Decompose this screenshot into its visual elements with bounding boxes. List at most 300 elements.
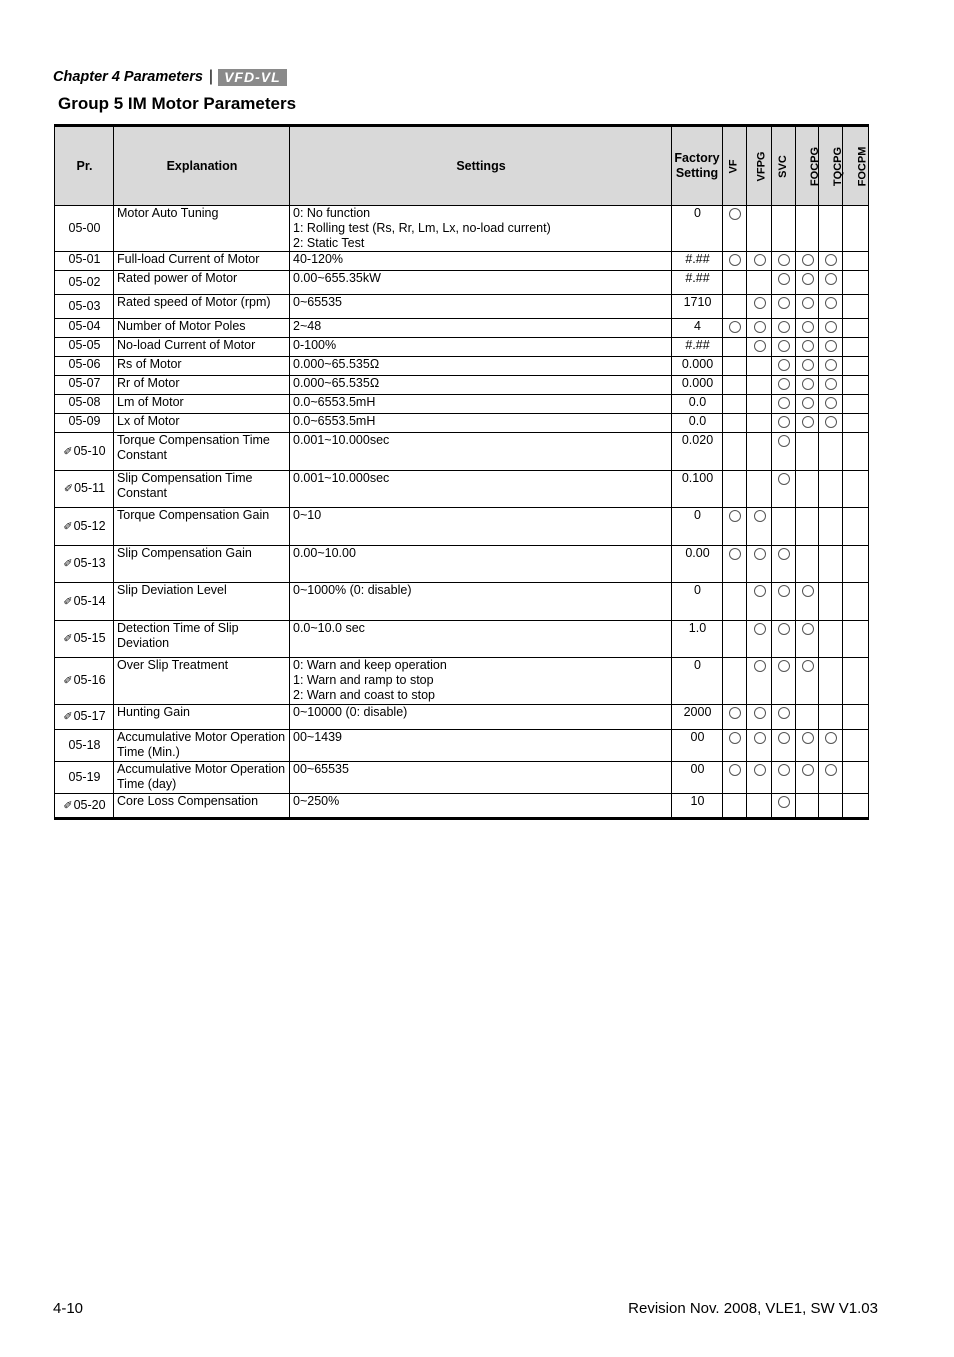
mode-cell-svc [772, 621, 796, 658]
vfd-vl-logo: VFD-VL [218, 69, 287, 86]
param-number: 05-20 [73, 797, 106, 812]
circle-icon [754, 340, 766, 352]
param-settings [290, 621, 672, 658]
mode-cell-vf [723, 376, 747, 395]
mode-cell-svc [772, 794, 796, 819]
circle-icon [825, 732, 837, 744]
circle-icon [778, 321, 790, 333]
mode-cell-vf [723, 271, 747, 295]
circle-icon [778, 732, 790, 744]
mode-cell-vf [723, 319, 747, 338]
param-settings [290, 471, 672, 508]
factory-setting: 0.000 [672, 357, 723, 376]
param-number: 05-13 [73, 556, 106, 570]
mode-cell-vf [723, 705, 747, 730]
circle-icon [729, 548, 741, 560]
mode-cell-focpg [796, 295, 819, 319]
setting-line: 0.00~655.35kW [293, 271, 381, 285]
pencil-icon: ✐ [63, 483, 74, 495]
param-number: 05-01 [68, 252, 101, 266]
pencil-icon: ✐ [63, 799, 73, 812]
mode-cell-vfpg [747, 414, 772, 433]
circle-icon [729, 510, 741, 522]
circle-icon [825, 321, 837, 333]
mode-cell-vf [723, 621, 747, 658]
mode-cell-focpm [843, 395, 869, 414]
circle-icon [778, 435, 790, 447]
param-settings [290, 338, 672, 357]
circle-icon [754, 585, 766, 597]
col-header-factory-setting [672, 126, 723, 206]
mode-cell-focpg [796, 319, 819, 338]
group-title: Group 5 IM Motor Parameters [58, 94, 297, 113]
table-row [55, 414, 869, 433]
circle-icon [825, 397, 837, 409]
setting-line: 1: Warn and ramp to stop [293, 673, 434, 687]
param-number-cell [55, 357, 114, 376]
param-number: 05-12 [73, 518, 106, 533]
circle-icon [778, 416, 790, 428]
mode-cell-focpg [796, 252, 819, 271]
mode-cell-svc [772, 583, 796, 621]
mode-cell-svc [772, 206, 796, 252]
mode-cell-tqcpg [819, 508, 843, 546]
circle-icon [825, 297, 837, 309]
factory-line1: Factory [674, 151, 720, 165]
col-header-svc [772, 126, 796, 206]
mode-cell-tqcpg [819, 583, 843, 621]
circle-icon [778, 623, 790, 635]
param-settings [290, 762, 672, 794]
mode-cell-vfpg [747, 376, 772, 395]
table-row [55, 621, 869, 658]
mode-cell-svc [772, 414, 796, 433]
circle-icon [778, 548, 790, 560]
mode-cell-focpm [843, 583, 869, 621]
param-number-cell [55, 471, 114, 508]
circle-icon [802, 623, 814, 635]
factory-setting: 0 [672, 508, 723, 546]
mode-cell-vfpg [747, 705, 772, 730]
factory-setting: 0.0 [672, 395, 723, 414]
circle-icon [754, 707, 766, 719]
circle-icon [778, 585, 790, 597]
param-explanation: Accumulative Motor Operation Time (day) [114, 762, 290, 794]
factory-setting: 10 [672, 794, 723, 819]
circle-icon [778, 297, 790, 309]
mode-cell-svc [772, 730, 796, 762]
factory-setting: 0.0 [672, 414, 723, 433]
mode-cell-tqcpg [819, 658, 843, 705]
factory-setting: 0.100 [672, 471, 723, 508]
mode-cell-tqcpg [819, 395, 843, 414]
setting-line: 0~10000 (0: disable) [293, 705, 408, 719]
mode-cell-vfpg [747, 583, 772, 621]
mode-cell-focpm [843, 271, 869, 295]
circle-icon [778, 378, 790, 390]
mode-cell-svc [772, 762, 796, 794]
page-number: 4-10 [53, 1300, 84, 1317]
pencil-icon: ✐ [63, 445, 73, 458]
mode-cell-focpg [796, 794, 819, 819]
param-number: 05-19 [68, 770, 101, 784]
table-row [55, 357, 869, 376]
mode-cell-vf [723, 794, 747, 819]
circle-icon [825, 273, 837, 285]
table-row [55, 271, 869, 295]
param-number-cell [55, 319, 114, 338]
param-explanation: Lm of Motor [114, 395, 290, 414]
setting-line: 0~250% [293, 794, 340, 808]
mode-cell-tqcpg [819, 705, 843, 730]
setting-line: 2~48 [293, 319, 322, 333]
factory-setting: 0 [672, 583, 723, 621]
circle-icon [729, 208, 741, 220]
setting-line: 2: Static Test [293, 236, 365, 250]
param-explanation: Rs of Motor [114, 357, 290, 376]
setting-line: 40-120% [293, 252, 344, 266]
mode-cell-focpm [843, 471, 869, 508]
mode-label: TQCPG [832, 146, 845, 187]
setting-line: 0.0~6553.5mH [293, 395, 376, 409]
circle-icon [778, 340, 790, 352]
col-header-vfpg [747, 126, 772, 206]
table-row [55, 658, 869, 705]
mode-cell-tqcpg [819, 271, 843, 295]
mode-cell-svc [772, 433, 796, 471]
param-settings [290, 583, 672, 621]
mode-cell-tqcpg [819, 295, 843, 319]
mode-cell-focpg [796, 206, 819, 252]
mode-cell-svc [772, 658, 796, 705]
circle-icon [802, 359, 814, 371]
mode-cell-focpg [796, 546, 819, 583]
circle-icon [754, 510, 766, 522]
mode-cell-vfpg [747, 271, 772, 295]
mode-cell-focpg [796, 433, 819, 471]
mode-cell-tqcpg [819, 357, 843, 376]
circle-icon [754, 660, 766, 672]
param-settings [290, 357, 672, 376]
param-number-cell [55, 433, 114, 471]
mode-cell-vf [723, 357, 747, 376]
parameter-rows [55, 206, 869, 819]
mode-cell-focpg [796, 621, 819, 658]
param-explanation: Full-load Current of Motor [114, 252, 290, 271]
factory-setting: 4 [672, 319, 723, 338]
param-number: 05-09 [68, 414, 101, 428]
factory-setting: 0 [672, 658, 723, 705]
table-row [55, 376, 869, 395]
param-explanation: Slip Compensation Time Constant [114, 471, 290, 508]
mode-cell-focpm [843, 508, 869, 546]
mode-cell-vf [723, 658, 747, 705]
mode-cell-focpm [843, 546, 869, 583]
param-number-cell [55, 295, 114, 319]
circle-icon [778, 397, 790, 409]
circle-icon [778, 660, 790, 672]
mode-cell-vfpg [747, 357, 772, 376]
col-header-focpm [843, 126, 869, 206]
param-number: 05-14 [73, 593, 106, 608]
mode-cell-vfpg [747, 546, 772, 583]
mode-cell-focpg [796, 583, 819, 621]
mode-cell-focpm [843, 433, 869, 471]
mode-cell-focpg [796, 357, 819, 376]
revision-info: Revision Nov. 2008, VLE1, SW V1.03 [628, 1300, 878, 1317]
param-number-cell [55, 338, 114, 357]
factory-setting: 1.0 [672, 621, 723, 658]
param-settings [290, 508, 672, 546]
circle-icon [778, 359, 790, 371]
factory-line2: Setting [675, 166, 719, 180]
param-number-cell [55, 762, 114, 794]
circle-icon [825, 416, 837, 428]
param-settings [290, 705, 672, 730]
mode-cell-vfpg [747, 762, 772, 794]
circle-icon [778, 707, 790, 719]
param-number-cell [55, 206, 114, 252]
mode-cell-tqcpg [819, 338, 843, 357]
mode-cell-vfpg [747, 206, 772, 252]
circle-icon [754, 548, 766, 560]
chapter-title: Chapter 4 Parameters [53, 69, 203, 85]
param-settings [290, 730, 672, 762]
setting-line: 0.000~65.535Ω [293, 376, 380, 390]
mode-cell-vf [723, 433, 747, 471]
param-settings [290, 376, 672, 395]
pencil-icon: ✐ [63, 675, 73, 687]
mode-cell-focpm [843, 319, 869, 338]
circle-icon [802, 321, 814, 333]
circle-icon [825, 359, 837, 371]
mode-cell-tqcpg [819, 414, 843, 433]
table-row [55, 705, 869, 730]
mode-label: SVC [777, 155, 789, 178]
mode-cell-focpg [796, 271, 819, 295]
circle-icon [802, 416, 814, 428]
param-number: 05-17 [73, 709, 106, 723]
circle-icon [778, 273, 790, 285]
param-number-cell [55, 252, 114, 271]
param-number: 05-03 [68, 299, 101, 313]
mode-cell-tqcpg [819, 794, 843, 819]
setting-line: 2: Warn and coast to stop [293, 688, 435, 702]
table-row [55, 546, 869, 583]
setting-line: 0.001~10.000sec [293, 471, 390, 485]
param-explanation: Torque Compensation Time Constant [114, 433, 290, 471]
factory-setting: 00 [672, 762, 723, 794]
mode-cell-vf [723, 338, 747, 357]
mode-cell-svc [772, 705, 796, 730]
circle-icon [729, 321, 741, 333]
mode-cell-focpm [843, 376, 869, 395]
parameter-table [54, 124, 869, 820]
circle-icon [802, 732, 814, 744]
setting-line: 0.00~10.00 [293, 546, 356, 560]
mode-cell-tqcpg [819, 252, 843, 271]
param-explanation: Slip Compensation Gain [114, 546, 290, 583]
mode-cell-svc [772, 508, 796, 546]
mode-cell-tqcpg [819, 762, 843, 794]
param-explanation: Over Slip Treatment [114, 658, 290, 705]
mode-cell-vfpg [747, 395, 772, 414]
table-row [55, 338, 869, 357]
param-settings [290, 206, 672, 252]
setting-line: 0: Warn and keep operation [293, 658, 447, 672]
param-explanation: Lx of Motor [114, 414, 290, 433]
param-number: 05-08 [68, 395, 101, 409]
mode-cell-vf [723, 414, 747, 433]
mode-cell-vfpg [747, 730, 772, 762]
param-number: 05-04 [68, 319, 101, 333]
mode-cell-tqcpg [819, 319, 843, 338]
mode-cell-svc [772, 471, 796, 508]
param-explanation: Motor Auto Tuning [114, 206, 290, 252]
mode-cell-focpm [843, 794, 869, 819]
param-number-cell [55, 414, 114, 433]
param-explanation: Slip Deviation Level [114, 583, 290, 621]
circle-icon [825, 378, 837, 390]
mode-cell-vfpg [747, 319, 772, 338]
mode-cell-tqcpg [819, 730, 843, 762]
mode-cell-vf [723, 295, 747, 319]
param-number: 05-02 [68, 275, 101, 289]
mode-cell-focpm [843, 762, 869, 794]
circle-icon [754, 732, 766, 744]
circle-icon [802, 378, 814, 390]
circle-icon [778, 473, 790, 485]
param-number-cell [55, 583, 114, 621]
param-number: 05-07 [68, 376, 101, 390]
param-explanation: No-load Current of Motor [114, 338, 290, 357]
mode-cell-tqcpg [819, 433, 843, 471]
mode-cell-vfpg [747, 658, 772, 705]
param-explanation: Detection Time of Slip Deviation [114, 621, 290, 658]
pencil-icon: ✐ [63, 558, 73, 570]
circle-icon [802, 764, 814, 776]
table-row [55, 471, 869, 508]
param-settings [290, 295, 672, 319]
setting-line: 0~1000% (0: disable) [293, 583, 412, 597]
mode-cell-vf [723, 395, 747, 414]
param-settings [290, 252, 672, 271]
factory-setting: #.## [672, 252, 723, 271]
setting-line: 0.001~10.000sec [293, 433, 390, 447]
param-explanation: Rated speed of Motor (rpm) [114, 295, 290, 319]
circle-icon [754, 321, 766, 333]
setting-line: 0.000~65.535Ω [293, 357, 380, 371]
circle-icon [729, 732, 741, 744]
table-row [55, 206, 869, 252]
setting-line: 0~65535 [293, 295, 343, 309]
circle-icon [754, 254, 766, 266]
mode-cell-focpg [796, 338, 819, 357]
setting-line: 00~1439 [293, 730, 343, 744]
table-row [55, 395, 869, 414]
param-settings [290, 794, 672, 819]
mode-cell-focpm [843, 730, 869, 762]
table-row [55, 762, 869, 794]
param-settings [290, 658, 672, 705]
mode-cell-svc [772, 252, 796, 271]
setting-line: 0~10 [293, 508, 322, 522]
pencil-icon: ✐ [63, 520, 73, 533]
mode-cell-svc [772, 395, 796, 414]
mode-cell-focpg [796, 376, 819, 395]
param-settings [290, 395, 672, 414]
table-row [55, 508, 869, 546]
mode-label: FOCPM [856, 146, 869, 187]
circle-icon [802, 585, 814, 597]
pencil-icon: ✐ [63, 711, 73, 723]
factory-setting: 0.00 [672, 546, 723, 583]
circle-icon [802, 397, 814, 409]
mode-cell-focpm [843, 338, 869, 357]
param-explanation: Accumulative Motor Operation Time (Min.) [114, 730, 290, 762]
param-number: 05-06 [68, 357, 101, 371]
table-row [55, 319, 869, 338]
circle-icon [802, 297, 814, 309]
circle-icon [729, 764, 741, 776]
mode-cell-svc [772, 357, 796, 376]
param-explanation: Rated power of Motor [114, 271, 290, 295]
table-header-row [55, 126, 869, 206]
setting-line: 0-100% [293, 338, 337, 352]
param-number: 05-00 [68, 221, 101, 235]
table-row [55, 295, 869, 319]
mode-cell-focpm [843, 206, 869, 252]
circle-icon [802, 660, 814, 672]
mode-cell-vfpg [747, 621, 772, 658]
mode-cell-tqcpg [819, 546, 843, 583]
mode-cell-vf [723, 546, 747, 583]
mode-cell-vfpg [747, 252, 772, 271]
param-number: 05-18 [68, 738, 101, 752]
mode-cell-tqcpg [819, 621, 843, 658]
pencil-icon: ✐ [63, 633, 73, 645]
mode-cell-focpm [843, 705, 869, 730]
mode-cell-focpg [796, 705, 819, 730]
setting-line: 0.0~6553.5mH [293, 414, 376, 428]
mode-cell-focpm [843, 295, 869, 319]
param-settings [290, 433, 672, 471]
factory-setting: 0.020 [672, 433, 723, 471]
factory-setting: 0.000 [672, 376, 723, 395]
mode-cell-vf [723, 730, 747, 762]
param-number-cell [55, 395, 114, 414]
col-header-focpg [796, 126, 822, 206]
mode-cell-focpg [796, 414, 819, 433]
mode-cell-focpg [796, 471, 819, 508]
mode-label: FOCPG [809, 146, 822, 187]
param-number-cell [55, 730, 114, 762]
param-number: 05-15 [73, 631, 106, 645]
mode-cell-focpm [843, 357, 869, 376]
factory-setting: 0 [672, 206, 723, 252]
param-explanation: Torque Compensation Gain [114, 508, 290, 546]
factory-setting: #.## [672, 338, 723, 357]
circle-icon [802, 340, 814, 352]
mode-cell-svc [772, 271, 796, 295]
header-separator: | [208, 68, 214, 85]
mode-cell-vfpg [747, 295, 772, 319]
circle-icon [778, 764, 790, 776]
col-header-settings: Settings [290, 126, 672, 206]
mode-cell-vfpg [747, 508, 772, 546]
col-header-explanation: Explanation [114, 126, 290, 206]
param-explanation: Hunting Gain [114, 705, 290, 730]
